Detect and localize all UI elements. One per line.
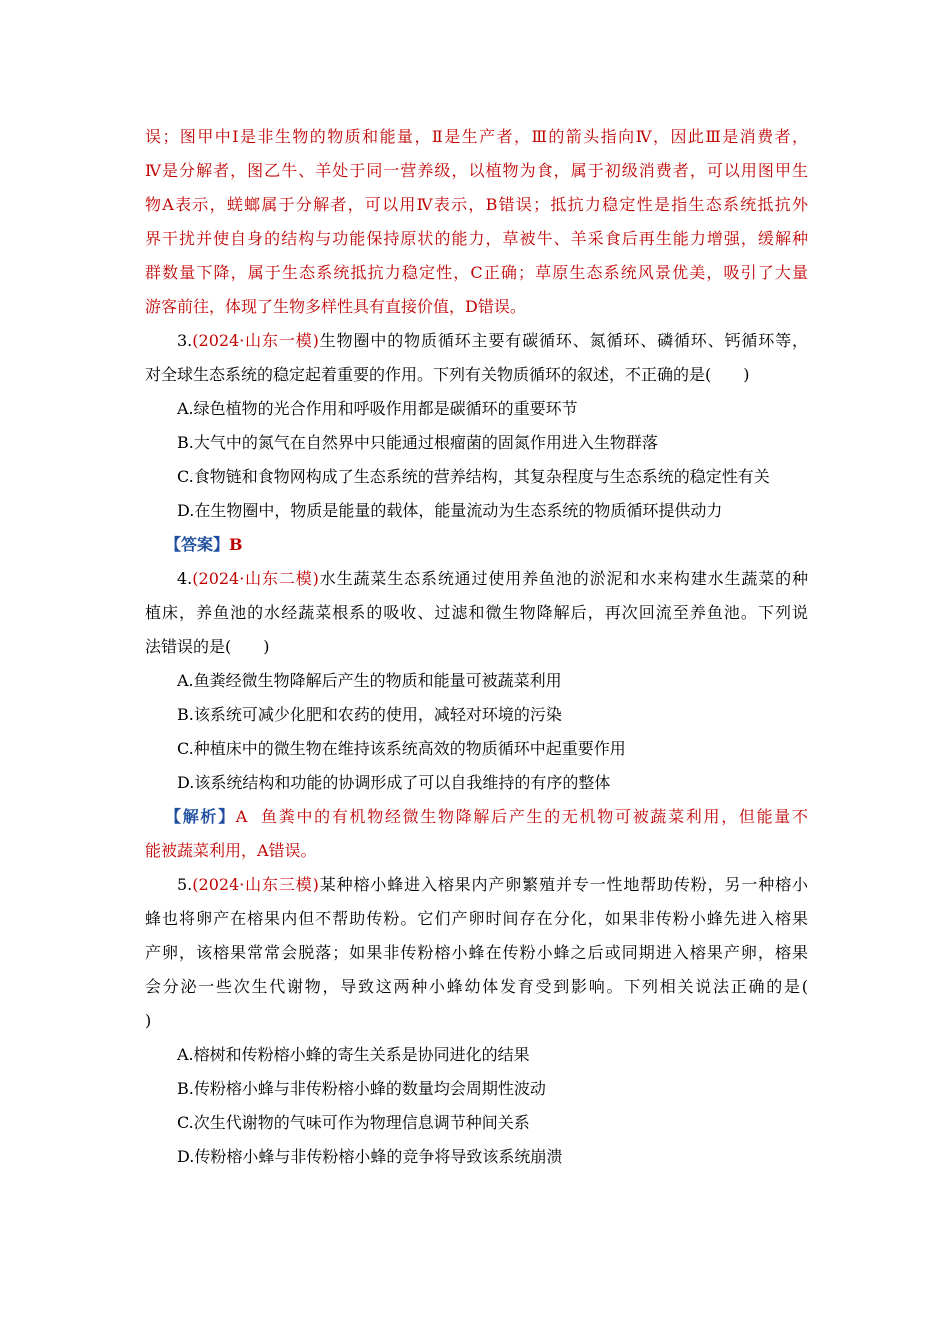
question-stem-text: 水生蔬菜生态系统通过使用养鱼池的淤泥和水来构建水生蔬菜的种 [318,569,808,588]
question-stem-line [145,562,808,596]
option-a: A.绿色植物的光合作用和呼吸作用都是碳循环的重要环节 [177,399,578,418]
option-a: A.榕树和传粉榕小蜂的寄生关系是协同进化的结果 [177,1045,530,1064]
analysis-line [145,800,808,834]
question-stem-text: 生物圈中的物质循环主要有碳循环、氮循环、磷循环、钙循环等， [318,331,808,350]
analysis-line: 界干扰并使自身的结构与功能保持原状的能力，草被牛、羊采食后再生能力增强，缓解种 [145,229,808,248]
question-stem-line: 蜂也将卵产在榕果内但不帮助传粉。它们产卵时间存在分化，如果非传粉小蜂先进入榕果 [145,909,808,928]
analysis-line: 游客前往，体现了生物多样性具有直接价值，D错误。 [145,297,526,316]
question-source: (2024·山东二模) [192,569,319,588]
question-5 [145,868,808,1174]
option-b: B.传粉榕小蜂与非传粉榕小蜂的数量均会周期性波动 [177,1079,546,1098]
analysis-answer: A [235,807,248,826]
question-stem-line: 对全球生态系统的稳定起着重要的作用。下列有关物质循环的叙述，不正确的是( ) [145,365,750,384]
option-a: A.鱼粪经微生物降解后产生的物质和能量可被蔬菜利用 [177,671,562,690]
question-3 [145,324,808,562]
analysis-line: 能被蔬菜利用，A错误。 [145,841,317,860]
option-d: D.在生物圈中，物质是能量的载体，能量流动为生态系统的物质循环提供动力 [177,501,723,520]
analysis-line: 群数量下降，属于生态系统抵抗力稳定性，C正确；草原生态系统风景优美，吸引了大量 [145,263,808,282]
option-b: B.大气中的氮气在自然界中只能通过根瘤菌的固氮作用进入生物群落 [177,433,658,452]
analysis-tag: 【解析】 [165,807,236,826]
answer-tag: 【答案】 [165,535,230,554]
option-c: C.次生代谢物的气味可作为物理信息调节种间关系 [177,1113,530,1132]
question-stem-line: 法错误的是( ) [145,637,270,656]
question-stem-text: 某种榕小蜂进入榕果内产卵繁殖并专一性地帮助传粉，另一种榕小 [318,875,808,894]
option-d: D.传粉榕小蜂与非传粉榕小蜂的竞争将导致该系统崩溃 [177,1147,563,1166]
analysis-line: Ⅳ是分解者，图乙牛、羊处于同一营养级，以植物为食，属于初级消费者，可以用图甲生 [145,161,808,180]
page-content [145,120,808,1174]
analysis-text: 鱼粪中的有机物经微生物降解后产生的无机物可被蔬菜利用，但能量不 [259,807,808,826]
question-number: 5. [177,875,193,894]
option-c: C.食物链和食物网构成了生态系统的营养结构，其复杂程度与生态系统的稳定性有关 [177,467,770,486]
answer-value: B [229,535,243,554]
question-source: (2024·山东一模) [192,331,319,350]
option-b: B.该系统可减少化肥和农药的使用，减轻对环境的污染 [177,705,562,724]
question-4 [145,562,808,868]
question-stem-line: 产卵，该榕果常常会脱落；如果非传粉榕小蜂在传粉小蜂之后或同期进入榕果产卵，榕果 [145,943,808,962]
option-c: C.种植床中的微生物在维持该系统高效的物质循环中起重要作用 [177,739,626,758]
question-stem-line: ) [145,1011,152,1030]
analysis-line: 误；图甲中Ⅰ是非生物的物质和能量，Ⅱ是生产者，Ⅲ的箭头指向Ⅳ，因此Ⅲ是消费者， [145,127,808,146]
question-stem-line: 植床，养鱼池的水经蔬菜根系的吸收、过滤和微生物降解后，再次回流至养鱼池。下列说 [145,603,808,622]
question-stem-line: 会分泌一些次生代谢物，导致这两种小蜂幼体发育受到影响。下列相关说法正确的是( [145,977,808,996]
analysis-line: 物A表示，蜣螂属于分解者，可以用Ⅳ表示，B错误；抵抗力稳定性是指生态系统抵抗外 [145,195,808,214]
answer-line [145,528,808,562]
question-number: 4. [177,569,193,588]
option-d: D.该系统结构和功能的协调形成了可以自我维持的有序的整体 [177,773,611,792]
question-number: 3. [177,331,193,350]
analysis-continued [145,120,808,324]
question-source: (2024·山东三模) [192,875,319,894]
question-stem-line [145,868,808,902]
question-stem-line [145,324,808,358]
